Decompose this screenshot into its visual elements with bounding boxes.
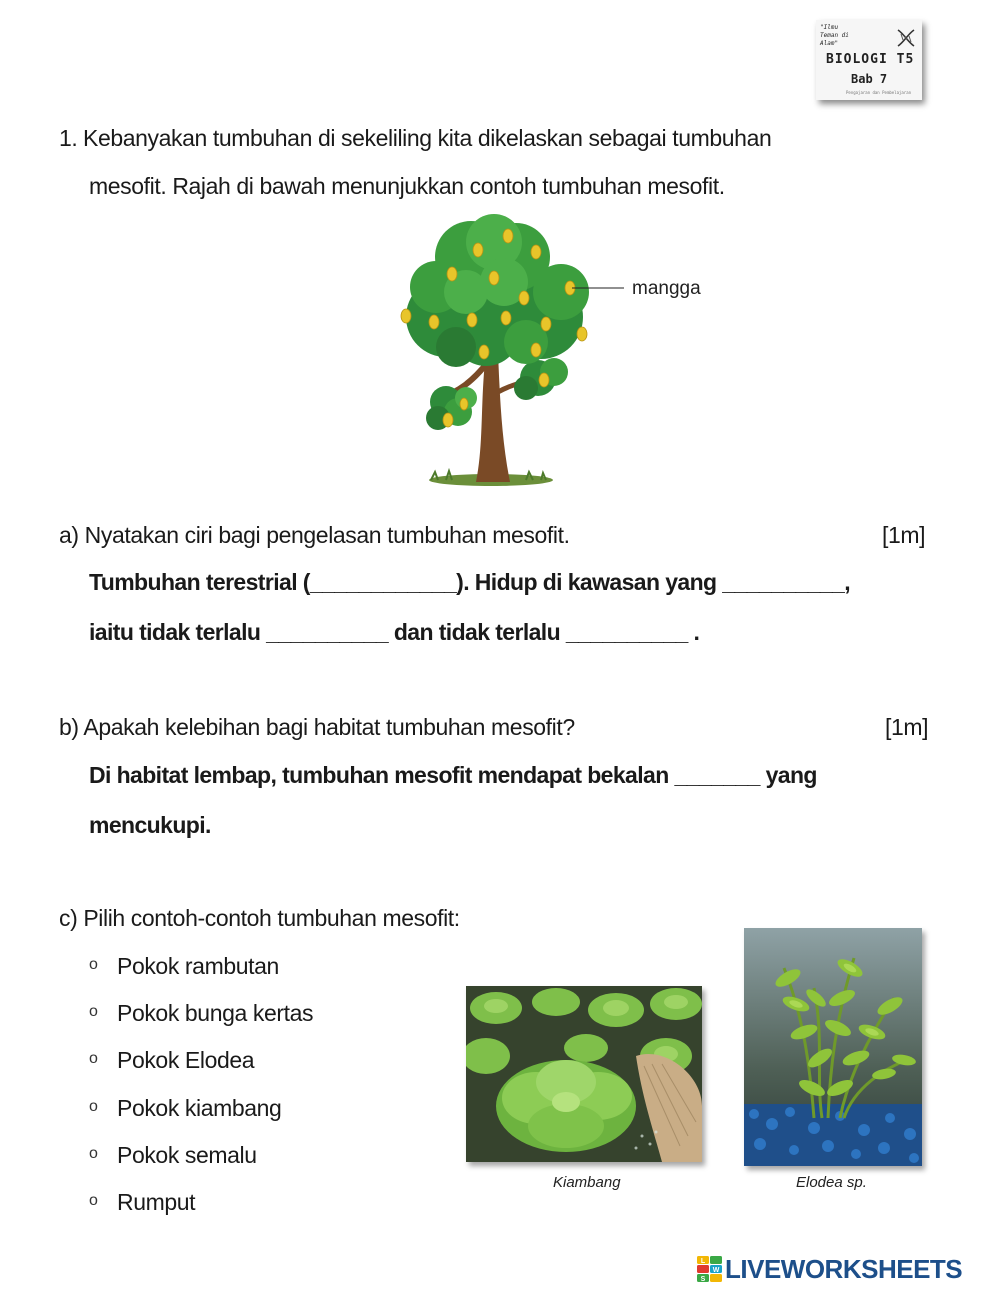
part-b-marks: [1m] (885, 714, 929, 740)
option-bullet-icon: o (89, 1098, 98, 1115)
elodea-caption: Elodea sp. (796, 1174, 867, 1191)
option-label: Pokok rambutan (117, 953, 279, 979)
option-label: Rumput (117, 1189, 196, 1215)
part-a-marks: [1m] (882, 522, 926, 548)
option-label: Pokok kiambang (117, 1095, 282, 1121)
part-b-answer-line-1[interactable]: Di habitat lembap, tumbuhan mesofit mendapat bekalan _______ yang (89, 762, 817, 788)
part-c-prompt: c) Pilih contoh-contoh tumbuhan mesofit: (59, 905, 460, 931)
liveworksheets-wordmark: LIVEWORKSHEETS (725, 1254, 963, 1284)
logo-footer: Pengajaran dan Pembelajaran (846, 90, 912, 95)
logo-quote-line-1: "Ilmu (820, 24, 839, 31)
logo-subtitle: Bab 7 (851, 72, 888, 86)
liveworksheets-logo-icon (697, 1256, 723, 1282)
option-label: Pokok Elodea (117, 1047, 255, 1073)
logo-title: BIOLOGI T5 (826, 52, 915, 67)
part-b-prompt: b) Apakah kelebihan bagi habitat tumbuhan mesofit? (59, 714, 575, 740)
option-bullet-icon: o (89, 956, 98, 973)
option-bullet-icon: o (89, 1145, 98, 1162)
logo-quote-line-3: Alam" (820, 40, 839, 47)
question-intro-line-2: mesofit. Rajah di bawah menunjukkan contoh tumbuhan mesofit. (89, 173, 725, 199)
elodea-photo (744, 928, 922, 1166)
question-intro-line-1: Kebanyakan tumbuhan di sekeliling kita dikelaskan sebagai tumbuhan (83, 125, 772, 151)
option-bullet-icon: o (89, 1050, 98, 1067)
question-number: 1. (59, 125, 78, 151)
part-b-answer-line-2: mencukupi. (89, 812, 211, 838)
biologi-logo-card (816, 20, 922, 100)
dna-icon (894, 26, 918, 50)
part-a-answer-line-1[interactable]: Tumbuhan terestrial (____________). Hidup di kawasan yang __________, (89, 569, 851, 595)
option-label: Pokok semalu (117, 1142, 257, 1168)
logo-letter-s: S (700, 1276, 706, 1282)
logo-letter-w: W (712, 1267, 720, 1274)
option-label: Pokok bunga kertas (117, 1000, 314, 1026)
option-bullet-icon: o (89, 1003, 98, 1020)
mango-tree-illustration (376, 212, 626, 492)
kiambang-caption: Kiambang (553, 1174, 621, 1191)
option-bullet-icon: o (89, 1192, 98, 1209)
part-a-answer-line-2[interactable]: iaitu tidak terlalu __________ dan tidak terlalu __________ . (89, 619, 700, 645)
logo-quote-line-2: Teman di (820, 32, 849, 39)
part-a-prompt: a) Nyatakan ciri bagi pengelasan tumbuhan mesofit. (59, 522, 570, 548)
tree-label-mangga: mangga (632, 278, 701, 299)
kiambang-photo (466, 986, 702, 1162)
logo-letter-l: L (700, 1258, 706, 1265)
